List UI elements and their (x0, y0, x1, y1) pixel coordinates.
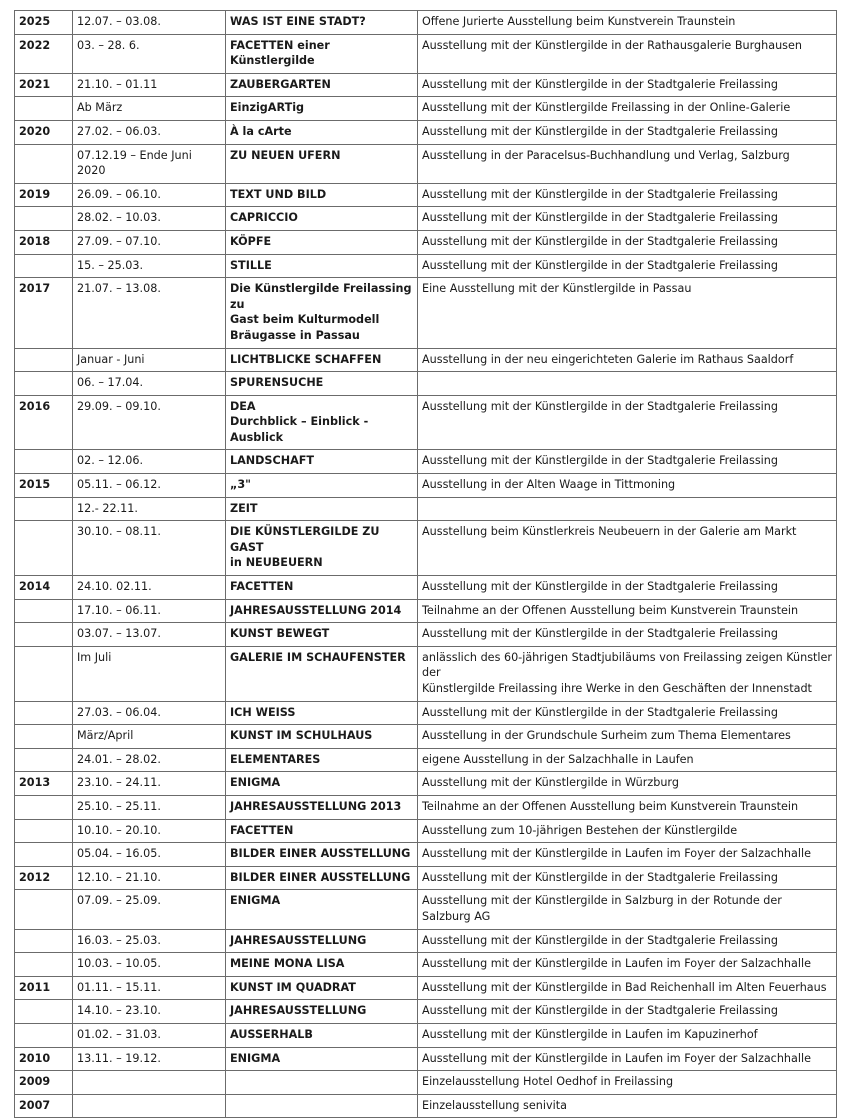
title-cell (226, 1094, 418, 1118)
year-cell (15, 599, 73, 623)
date-cell: 14.10. – 23.10. (73, 1000, 226, 1024)
table-row (15, 623, 837, 647)
description-cell (418, 772, 837, 796)
date-cell: 23.10. – 24.11. (73, 772, 226, 796)
title-line: Die Künstlergilde Freilassing zu (230, 282, 412, 311)
table-row (15, 395, 837, 450)
title-line: SPURENSUCHE (230, 376, 324, 390)
year-cell (15, 725, 73, 749)
date-cell: Im Juli (73, 646, 226, 701)
title-line: ICH WEISS (230, 705, 296, 719)
year-cell: 2011 (15, 976, 73, 1000)
date-cell: 21.07. – 13.08. (73, 278, 226, 348)
description-line: anlässlich des 60-jährigen Stadtjubiläums von Freilassing zeigen Künstler der (422, 650, 833, 680)
year-cell: 2013 (15, 772, 73, 796)
title-cell (226, 1071, 418, 1095)
title-cell (226, 576, 418, 600)
title-line: LICHTBLICKE SCHAFFEN (230, 352, 382, 366)
table-row (15, 230, 837, 254)
year-cell: 2020 (15, 120, 73, 144)
title-line: Bräugasse in Passau (230, 328, 360, 342)
table-row (15, 254, 837, 278)
year-cell (15, 97, 73, 121)
title-line: AUSSERHALB (230, 1027, 313, 1041)
description-cell (418, 953, 837, 977)
title-line: in NEUBEUERN (230, 556, 323, 570)
table-row (15, 976, 837, 1000)
description-cell (418, 976, 837, 1000)
title-cell (226, 474, 418, 498)
title-cell (226, 623, 418, 647)
description-line: Ausstellung mit der Künstlergilde in Laufen im Foyer der Salzachhalle (422, 957, 811, 971)
title-cell (226, 953, 418, 977)
year-cell: 2009 (15, 1071, 73, 1095)
description-cell (418, 278, 837, 348)
date-cell: 10.10. – 20.10. (73, 819, 226, 843)
date-cell: 27.03. – 06.04. (73, 701, 226, 725)
date-cell: 12.10. – 21.10. (73, 866, 226, 890)
title-cell (226, 646, 418, 701)
title-cell (226, 1023, 418, 1047)
description-cell (418, 725, 837, 749)
year-cell: 2007 (15, 1094, 73, 1118)
title-line: À la cArte (230, 124, 292, 138)
year-cell (15, 929, 73, 953)
table-row (15, 348, 837, 372)
table-row (15, 599, 837, 623)
table-row (15, 725, 837, 749)
title-line: EinzigARTig (230, 101, 305, 115)
date-cell: 05.11. – 06.12. (73, 474, 226, 498)
date-cell: 28.02. – 10.03. (73, 207, 226, 231)
title-cell (226, 1047, 418, 1071)
year-cell (15, 497, 73, 521)
description-line: Teilnahme an der Offenen Ausstellung beim Kunstverein Traunstein (422, 603, 799, 617)
title-line: ELEMENTARES (230, 752, 321, 766)
description-line: Ausstellung in der neu eingerichteten Galerie im Rathaus Saaldorf (422, 352, 794, 366)
date-cell: 12.07. – 03.08. (73, 11, 226, 35)
title-line: DEA (230, 399, 256, 413)
description-line: Teilnahme an der Offenen Ausstellung beim Kunstverein Traunstein (422, 799, 799, 813)
title-line: BILDER EINER AUSSTELLUNG (230, 847, 411, 861)
year-cell (15, 843, 73, 867)
title-line: FACETTEN (230, 823, 294, 837)
description-line: Ausstellung mit der Künstlergilde in Laufen im Foyer der Salzachhalle (422, 1051, 811, 1065)
title-cell (226, 866, 418, 890)
table-row (15, 1047, 837, 1071)
table-row (15, 1071, 837, 1095)
description-cell (418, 843, 837, 867)
title-cell (226, 1000, 418, 1024)
table-row (15, 929, 837, 953)
title-line: JAHRESAUSSTELLUNG 2014 (230, 603, 402, 617)
description-cell (418, 795, 837, 819)
description-cell (418, 576, 837, 600)
year-cell: 2017 (15, 278, 73, 348)
table-row (15, 207, 837, 231)
title-cell (226, 183, 418, 207)
date-cell: März/April (73, 725, 226, 749)
description-cell (418, 348, 837, 372)
year-cell (15, 1023, 73, 1047)
description-line: eigene Ausstellung in der Salzachhalle in Laufen (422, 752, 694, 766)
table-row (15, 521, 837, 576)
title-line: JAHRESAUSSTELLUNG (230, 933, 367, 947)
description-cell (418, 11, 837, 35)
date-cell: 01.02. – 31.03. (73, 1023, 226, 1047)
description-line: Ausstellung mit der Künstlergilde in der Stadtgalerie Freilassing (422, 627, 778, 641)
date-cell: 07.09. – 25.09. (73, 890, 226, 929)
date-cell: 30.10. – 08.11. (73, 521, 226, 576)
title-line: STILLE (230, 258, 272, 272)
title-cell (226, 843, 418, 867)
date-cell: Januar - Juni (73, 348, 226, 372)
description-cell (418, 395, 837, 450)
title-line: ENIGMA (230, 894, 281, 908)
year-cell: 2021 (15, 73, 73, 97)
description-line: Ausstellung mit der Künstlergilde in der Stadtgalerie Freilassing (422, 399, 778, 413)
table-row (15, 278, 837, 348)
title-cell (226, 372, 418, 396)
year-cell: 2016 (15, 395, 73, 450)
title-line: Gast beim Kulturmodell (230, 313, 380, 327)
title-line: Durchblick – Einblick - Ausblick (230, 415, 369, 444)
year-cell (15, 254, 73, 278)
table-row (15, 701, 837, 725)
table-row (15, 73, 837, 97)
title-line: „3" (230, 478, 251, 492)
title-cell (226, 748, 418, 772)
title-line: KÖPFE (230, 234, 272, 248)
title-cell (226, 450, 418, 474)
year-cell (15, 795, 73, 819)
date-cell: 27.02. – 06.03. (73, 120, 226, 144)
date-cell: 29.09. – 09.10. (73, 395, 226, 450)
exhibitions-table-body (15, 11, 837, 1118)
description-cell (418, 599, 837, 623)
title-line: ZEIT (230, 501, 258, 515)
description-cell (418, 144, 837, 183)
date-cell: 24.10. 02.11. (73, 576, 226, 600)
title-cell (226, 34, 418, 73)
description-cell (418, 497, 837, 521)
title-cell (226, 701, 418, 725)
date-cell: 13.11. – 19.12. (73, 1047, 226, 1071)
description-cell (418, 521, 837, 576)
description-cell (418, 1023, 837, 1047)
title-line: BILDER EINER AUSSTELLUNG (230, 870, 411, 884)
year-cell (15, 748, 73, 772)
table-row (15, 450, 837, 474)
description-line: Ausstellung mit der Künstlergilde in Laufen im Foyer der Salzachhalle (422, 847, 811, 861)
date-cell: 15. – 25.03. (73, 254, 226, 278)
table-row (15, 372, 837, 396)
title-line: ENIGMA (230, 1051, 281, 1065)
description-line: Ausstellung mit der Künstlergilde in der Stadtgalerie Freilassing (422, 234, 778, 248)
description-cell (418, 623, 837, 647)
title-cell (226, 11, 418, 35)
description-line: Ausstellung mit der Künstlergilde in der Rathausgalerie Burghausen (422, 38, 802, 52)
year-cell: 2019 (15, 183, 73, 207)
title-cell (226, 395, 418, 450)
year-cell: 2012 (15, 866, 73, 890)
year-cell: 2014 (15, 576, 73, 600)
date-cell: 03.07. – 13.07. (73, 623, 226, 647)
title-line: FACETTEN (230, 580, 294, 594)
title-line: CAPRICCIO (230, 211, 298, 225)
description-cell (418, 1094, 837, 1118)
description-cell (418, 73, 837, 97)
table-row (15, 646, 837, 701)
date-cell: 10.03. – 10.05. (73, 953, 226, 977)
date-cell: 17.10. – 06.11. (73, 599, 226, 623)
title-cell (226, 207, 418, 231)
date-cell: 27.09. – 07.10. (73, 230, 226, 254)
year-cell: 2010 (15, 1047, 73, 1071)
title-cell (226, 725, 418, 749)
description-line: Ausstellung beim Künstlerkreis Neubeuern in der Galerie am Markt (422, 525, 797, 539)
year-cell: 2025 (15, 11, 73, 35)
description-cell (418, 646, 837, 701)
title-line: JAHRESAUSSTELLUNG 2013 (230, 799, 402, 813)
description-line: Offene Jurierte Ausstellung beim Kunstverein Traunstein (422, 15, 736, 28)
title-cell (226, 795, 418, 819)
table-row (15, 1094, 837, 1118)
date-cell: Ab März (73, 97, 226, 121)
description-line: Ausstellung mit der Künstlergilde in der Stadtgalerie Freilassing (422, 211, 778, 225)
description-line: Ausstellung mit der Künstlergilde in Bad Reichenhall im Alten Feuerhaus (422, 980, 827, 994)
title-cell (226, 230, 418, 254)
date-cell (73, 1071, 226, 1095)
description-cell (418, 1000, 837, 1024)
date-cell: 06. – 17.04. (73, 372, 226, 396)
title-cell (226, 254, 418, 278)
table-row (15, 748, 837, 772)
table-row (15, 843, 837, 867)
description-line: Ausstellung mit der Künstlergilde in der Stadtgalerie Freilassing (422, 258, 778, 272)
title-line: WAS IST EINE STADT? (230, 15, 366, 28)
title-line: TEXT UND BILD (230, 187, 327, 201)
title-line: KUNST BEWEGT (230, 627, 330, 641)
year-cell (15, 144, 73, 183)
description-line: Ausstellung in der Grundschule Surheim zum Thema Elementares (422, 729, 791, 743)
title-cell (226, 144, 418, 183)
title-line: FACETTEN einer Künstlergilde (230, 38, 330, 68)
title-cell (226, 73, 418, 97)
table-row (15, 144, 837, 183)
description-cell (418, 97, 837, 121)
title-cell (226, 120, 418, 144)
title-cell (226, 819, 418, 843)
table-row (15, 120, 837, 144)
description-cell (418, 254, 837, 278)
year-cell (15, 207, 73, 231)
title-cell (226, 497, 418, 521)
description-line: Ausstellung mit der Künstlergilde in der Stadtgalerie Freilassing (422, 580, 778, 594)
title-cell (226, 278, 418, 348)
description-cell (418, 929, 837, 953)
description-cell (418, 230, 837, 254)
description-line: Ausstellung mit der Künstlergilde in der Stadtgalerie Freilassing (422, 187, 778, 201)
date-cell (73, 1094, 226, 1118)
date-cell: 12.- 22.11. (73, 497, 226, 521)
date-cell: 26.09. – 06.10. (73, 183, 226, 207)
description-line: Ausstellung mit der Künstlergilde in Laufen im Kapuzinerhof (422, 1027, 758, 1041)
table-row (15, 890, 837, 929)
description-line: Künstlergilde Freilassing ihre Werke in den Geschäften der Innenstadt (422, 682, 812, 695)
description-cell (418, 819, 837, 843)
title-line: MEINE MONA LISA (230, 957, 345, 971)
description-line: Ausstellung mit der Künstlergilde in der Stadtgalerie Freilassing (422, 933, 778, 947)
description-line: Ausstellung mit der Künstlergilde in Würzburg (422, 776, 679, 790)
year-cell: 2022 (15, 34, 73, 73)
title-line: ZAUBERGARTEN (230, 77, 331, 91)
table-row (15, 953, 837, 977)
description-cell (418, 866, 837, 890)
description-cell (418, 207, 837, 231)
date-cell: 03. – 28. 6. (73, 34, 226, 73)
year-cell (15, 450, 73, 474)
year-cell (15, 953, 73, 977)
title-line: KUNST IM SCHULHAUS (230, 729, 373, 743)
description-cell (418, 1047, 837, 1071)
description-cell (418, 701, 837, 725)
year-cell (15, 521, 73, 576)
year-cell: 2015 (15, 474, 73, 498)
date-cell: 01.11. – 15.11. (73, 976, 226, 1000)
date-cell: 02. – 12.06. (73, 450, 226, 474)
description-line: Ausstellung zum 10-jährigen Bestehen der Künstlergilde (422, 823, 738, 837)
year-cell (15, 372, 73, 396)
table-row (15, 1023, 837, 1047)
date-cell: 16.03. – 25.03. (73, 929, 226, 953)
table-row (15, 866, 837, 890)
title-line: GALERIE IM SCHAUFENSTER (230, 650, 406, 664)
date-cell: 05.04. – 16.05. (73, 843, 226, 867)
table-row (15, 183, 837, 207)
description-line: Ausstellung mit der Künstlergilde in der Stadtgalerie Freilassing (422, 124, 778, 138)
title-line: ZU NEUEN UFERN (230, 148, 341, 162)
description-cell (418, 183, 837, 207)
title-cell (226, 521, 418, 576)
exhibitions-table (14, 10, 837, 1118)
table-row (15, 576, 837, 600)
year-cell (15, 701, 73, 725)
year-cell (15, 819, 73, 843)
description-cell (418, 890, 837, 929)
title-cell (226, 348, 418, 372)
description-line: Ausstellung mit der Künstlergilde in der Stadtgalerie Freilassing (422, 1004, 778, 1018)
date-cell: 07.12.19 – Ende Juni 2020 (73, 144, 226, 183)
description-line: Ausstellung mit der Künstlergilde in der Stadtgalerie Freilassing (422, 454, 778, 468)
title-cell (226, 97, 418, 121)
description-line: Ausstellung mit der Künstlergilde in Salzburg in der Rotunde der Salzburg AG (422, 894, 782, 923)
title-line: ENIGMA (230, 776, 281, 790)
table-row (15, 819, 837, 843)
description-cell (418, 372, 837, 396)
description-line: Ausstellung mit der Künstlergilde in der Stadtgalerie Freilassing (422, 77, 778, 91)
description-cell (418, 748, 837, 772)
description-line: Ausstellung mit der Künstlergilde in der Stadtgalerie Freilassing (422, 705, 778, 719)
description-cell (418, 1071, 837, 1095)
table-row (15, 1000, 837, 1024)
table-row (15, 795, 837, 819)
description-line: Ausstellung in der Paracelsus-Buchhandlung und Verlag, Salzburg (422, 148, 790, 162)
table-row (15, 772, 837, 796)
table-row (15, 474, 837, 498)
title-cell (226, 929, 418, 953)
title-line: DIE KÜNSTLERGILDE ZU GAST (230, 525, 380, 554)
year-cell (15, 890, 73, 929)
title-line: KUNST IM QUADRAT (230, 980, 356, 994)
description-line: Eine Ausstellung mit der Künstlergilde in Passau (422, 282, 692, 296)
table-row (15, 11, 837, 35)
description-cell (418, 450, 837, 474)
title-line: JAHRESAUSSTELLUNG (230, 1004, 367, 1018)
description-line: Ausstellung mit der Künstlergilde in der Stadtgalerie Freilassing (422, 870, 778, 884)
year-cell (15, 646, 73, 701)
date-cell: 25.10. – 25.11. (73, 795, 226, 819)
description-line: Ausstellung in der Alten Waage in Tittmoning (422, 478, 676, 492)
table-row (15, 34, 837, 73)
description-cell (418, 474, 837, 498)
year-cell (15, 348, 73, 372)
description-cell (418, 34, 837, 73)
date-cell: 24.01. – 28.02. (73, 748, 226, 772)
date-cell: 21.10. – 01.11 (73, 73, 226, 97)
title-cell (226, 772, 418, 796)
description-cell (418, 120, 837, 144)
year-cell (15, 1000, 73, 1024)
table-row (15, 497, 837, 521)
title-cell (226, 890, 418, 929)
description-line: Ausstellung mit der Künstlergilde Freilassing in der Online-Galerie (422, 101, 791, 115)
year-cell: 2018 (15, 230, 73, 254)
title-cell (226, 599, 418, 623)
description-line: Einzelausstellung Hotel Oedhof in Freilassing (422, 1075, 674, 1089)
title-line: LANDSCHAFT (230, 454, 314, 468)
year-cell (15, 623, 73, 647)
table-row (15, 97, 837, 121)
title-cell (226, 976, 418, 1000)
description-line: Einzelausstellung senivita (422, 1098, 567, 1112)
